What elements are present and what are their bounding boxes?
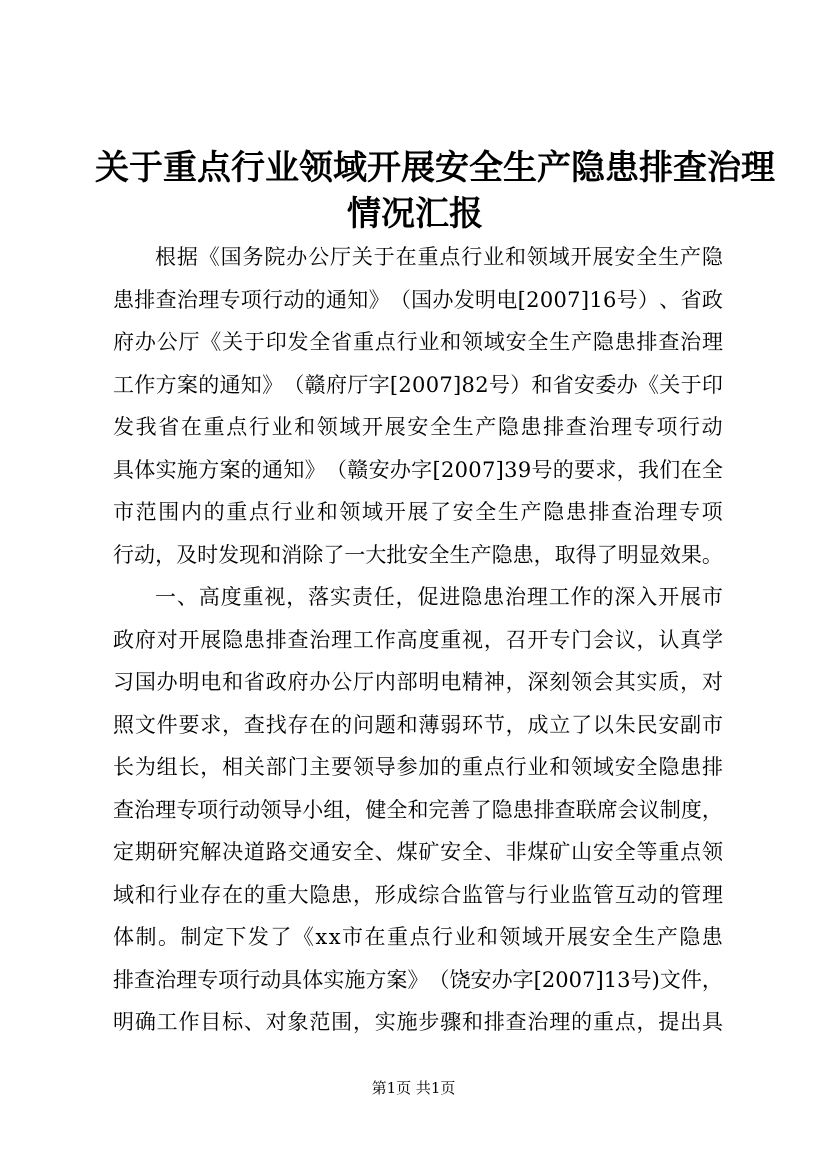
body-line: 体 制 。 制 定 下 发 了 《 x x 市 在 重 点 行 业 和 领 域 开 展 安 全 生 产 隐 患 [113, 925, 723, 949]
document-title-line-2: 情况汇报 [347, 194, 483, 234]
body-line: 行 动 ， 及 时 发 现 和 消 除 了 一 大 批 安 全 生 产 隐 患 ， 取 得 了 明 显 效 果 。 [113, 542, 723, 567]
page-footer: 第1页 共1页 [371, 1079, 456, 1097]
body-line: 患 排 查 治 理 专 项 行 动 的 通 知 》 （ 国 办 发 明 电 [ 2 0 0 7 ] 1 6 号 ） 、 省 政 [113, 287, 723, 312]
body-line: 长 为 组 长 ， 相 关 部 门 主 要 领 导 参 加 的 重 点 行 业 和 领 域 安 全 隐 患 排 [113, 755, 723, 779]
body-line: 具 体 实 施 方 案 的 通 知 》 （ 赣 安 办 字 [ 2 0 0 7 ] 3 9 号 的 要 求 ， 我 们 在 全 [113, 457, 723, 482]
body-line: 发 我 省 在 重 点 行 业 和 领 域 开 展 安 全 生 产 隐 患 排 查 治 理 专 项 行 动 [113, 415, 723, 439]
body-line: 定 期 研 究 解 决 道 路 交 通 安 全 、 煤 矿 安 全 、 非 煤 矿 山 安 全 等 重 点 领 [113, 840, 723, 864]
body-line: 排 查 治 理 专 项 行 动 具 体 实 施 方 案 》 （ 饶 安 办 字 [ 2 0 0 7 ] 1 3 号 ) 文 件 ， [113, 967, 723, 992]
body-line: 市 范 围 内 的 重 点 行 业 和 领 域 开 展 了 安 全 生 产 隐 患 排 查 治 理 专 项 [113, 500, 723, 524]
document-title-line-1: 关于重点行业领域开展安全生产隐患排查治理 [95, 148, 775, 188]
body-line: 府 办 公 厅 《 关 于 印 发 全 省 重 点 行 业 和 领 域 安 全 生 产 隐 患 排 查 治 理 [113, 330, 723, 354]
body-line: 照 文 件 要 求 ， 查 找 存 在 的 问 题 和 薄 弱 环 节 ， 成 立 了 以 朱 民 安 副 市 [113, 712, 723, 737]
body-line: 查 治 理 专 项 行 动 领 导 小 组 ， 健 全 和 完 善 了 隐 患 排 查 联 席 会 议 制 度 ， [113, 797, 723, 822]
body-line: 根 据 《 国 务 院 办 公 厅 关 于 在 重 点 行 业 和 领 域 开 展 安 全 生 产 隐 [155, 245, 723, 269]
body-line: 明 确 工 作 目 标 、 对 象 范 围 ， 实 施 步 骤 和 排 查 治 理 的 重 点 ， 提 出 具 [113, 1010, 723, 1034]
body-line: 习 国 办 明 电 和 省 政 府 办 公 厅 内 部 明 电 精 神 ， 深 刻 领 会 其 实 质 ， 对 [113, 670, 723, 694]
body-line: 政 府 对 开 展 隐 患 排 查 治 理 工 作 高 度 重 视 ， 召 开 专 门 会 议 ， 认 真 学 [113, 627, 723, 652]
document-body [113, 236, 723, 1044]
body-line: 一 、 高 度 重 视 ， 落 实 责 任 ， 促 进 隐 患 治 理 工 作 的 深 入 开 展 市 [155, 585, 723, 609]
body-line: 域 和 行 业 存 在 的 重 大 隐 患 ， 形 成 综 合 监 管 与 行 业 监 管 互 动 的 管 理 [113, 882, 723, 907]
body-line: 工 作 方 案 的 通 知 》 （ 赣 府 厅 字 [ 2 0 0 7 ] 8 2 号 ） 和 省 安 委 办 《 关 于 印 [113, 372, 723, 397]
